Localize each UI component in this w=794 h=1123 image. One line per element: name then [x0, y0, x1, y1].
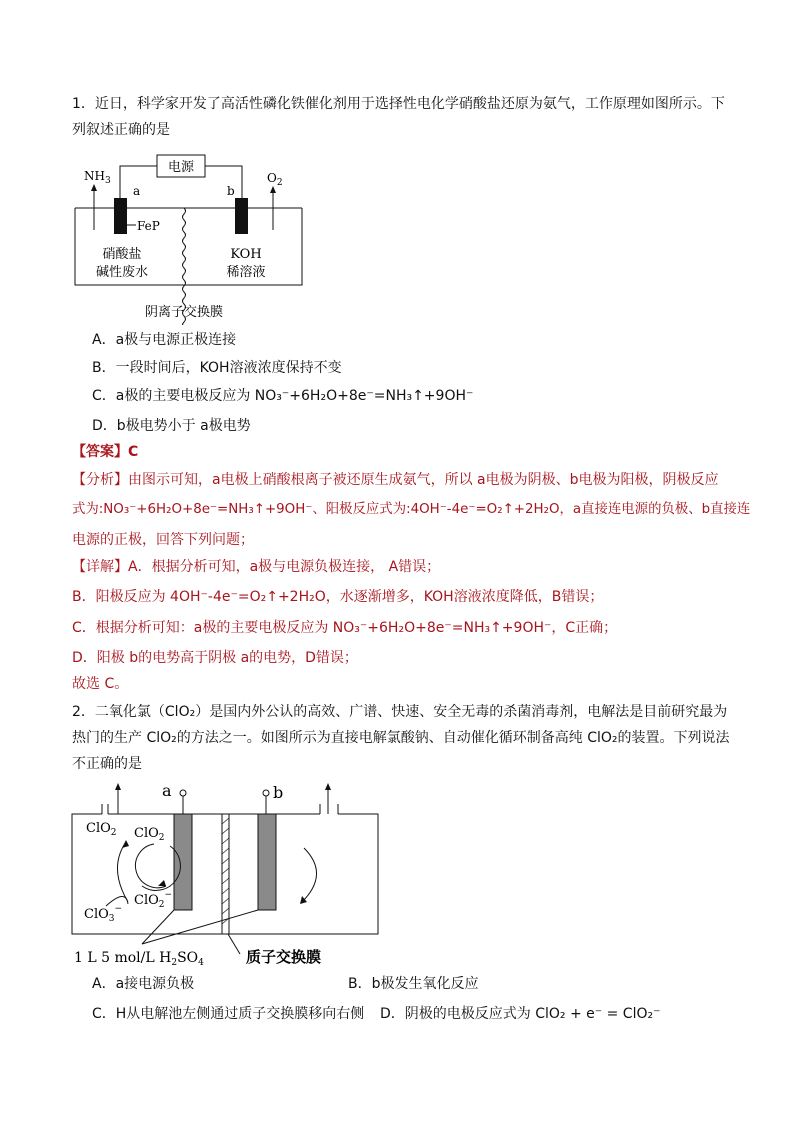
q2-electrode-b [258, 814, 276, 910]
left-solution-line1: 硝酸盐 [102, 247, 142, 262]
q1-detail-line2: B．阳极反应为 4OH⁻-4e⁻=O₂↑+2H₂O，水逐渐增多，KOH溶液浓度降低，B错误； [72, 589, 604, 605]
q1-option-a: A．a极与电源正极连接 [92, 332, 237, 348]
clo3-minus-label: ClO$_3$− [84, 904, 123, 924]
q2-stem-line1: 2．二氧化氯（ClO₂）是国内外公认的高效、广谱、快速、安全无毒的杀菌消毒剂，电解法是目前研究最为 [72, 704, 728, 720]
q1-answer: 【答案】C [72, 444, 139, 460]
electrode-b [235, 198, 248, 234]
right-solution-line2: 稀溶液 [226, 265, 266, 280]
electrode-b-label: b [227, 184, 235, 198]
q1-analysis-line1: 【分析】由图示可知，a电极上硝酸根离子被还原生成氨气，所以 a电极为阴极、b电极为阳极，阴极反应 [72, 472, 719, 488]
q2-electrolysis-diagram [70, 778, 390, 968]
membrane-label: 阴离子交换膜 [144, 305, 224, 320]
left-curve-arrow [117, 842, 128, 902]
q2-option-b: B．b极发生氧化反应 [348, 976, 479, 992]
q2-stem-line3: 不正确的是 [72, 756, 142, 772]
q1-option-c: C．a极的主要电极反应为 NO₃⁻+6H₂O+8e⁻=NH₃↑+9OH⁻ [92, 388, 474, 404]
q2-option-d: D．阴极的电极反应式为 ClO₂ + e⁻ = ClO₂⁻ [380, 1006, 661, 1022]
power-source-label: 电源 [167, 160, 195, 175]
q2-option-a: A．a接电源负极 [92, 976, 195, 992]
wire-right [205, 166, 242, 198]
q2-left-gas-arrow [115, 783, 121, 790]
q2-right-gas-arrow [325, 783, 331, 790]
clo2-label-1: ClO$_2$ [86, 821, 117, 838]
q2-membrane-label: 质子交换膜 [246, 948, 322, 966]
fep-label: FeP [137, 219, 160, 233]
q2-option-c: C．H从电解池左侧通过质子交换膜移向右侧 [92, 1006, 365, 1022]
right-solution-line1: KOH [230, 247, 262, 262]
q1-stem-line2: 列叙述正确的是 [72, 122, 170, 138]
cycle-arrow [135, 844, 166, 888]
q2-electrode-a-label: a [162, 781, 172, 800]
o2-label: $O_2$ [267, 171, 283, 188]
q2-stem-line2: 热门的生产 ClO₂的方法之一。如图所示为直接电解氯酸钠、自动催化循环制备高纯 ClO₂的装置。下列说法 [72, 730, 730, 746]
q2-electrode-a [174, 814, 192, 910]
clo2-label-2: ClO$_2$ [134, 826, 165, 843]
q2-electrode-b-label: b [273, 783, 284, 802]
electrolyte-label: 1 L 5 mol/L $H_2SO_4$ [74, 950, 204, 968]
q1-analysis-line2: 式为:NO₃⁻+6H₂O+8e⁻=NH₃↑+9OH⁻、阳极反应式为:4OH⁻-4e⁻=O₂↑+2H₂O，a直接连电源的负极、b直接连 [72, 502, 751, 517]
q2-proton-exchange-membrane [222, 814, 229, 934]
q1-stem-line1: 1．近日，科学家开发了高活性磷化铁催化剂用于选择性电化学硝酸盐还原为氨气，工作原理如图所示。下 [72, 96, 725, 112]
q1-analysis-line3: 电源的正极，回答下列问题； [72, 532, 254, 548]
electrode-a-label: a [133, 184, 141, 198]
q1-electrolysis-diagram [70, 150, 310, 325]
q1-option-b: B．一段时间后，KOH溶液浓度保持不变 [92, 360, 342, 376]
q1-conclusion: 故选 C。 [72, 676, 129, 692]
q1-detail-line4: D．阳极 b的电势高于阴极 a的电势，D错误； [72, 650, 358, 666]
electrode-a [114, 198, 127, 234]
q1-detail-line1: 【详解】A．根据分析可知，a极与电源负极连接， A错误； [72, 559, 441, 575]
q1-detail-line3: C．根据分析可知：a极的主要电极反应为 NO₃⁻+6H₂O+8e⁻=NH₃↑+9OH⁻，C正确； [72, 620, 618, 636]
nh3-label: $NH_3$ [84, 169, 111, 186]
clo2-minus-label: ClO$_2$− [134, 890, 173, 910]
right-curve-arrow [302, 848, 317, 902]
left-solution-line2: 碱性废水 [95, 265, 149, 280]
q1-option-d: D．b极电势小于 a极电势 [92, 418, 251, 434]
